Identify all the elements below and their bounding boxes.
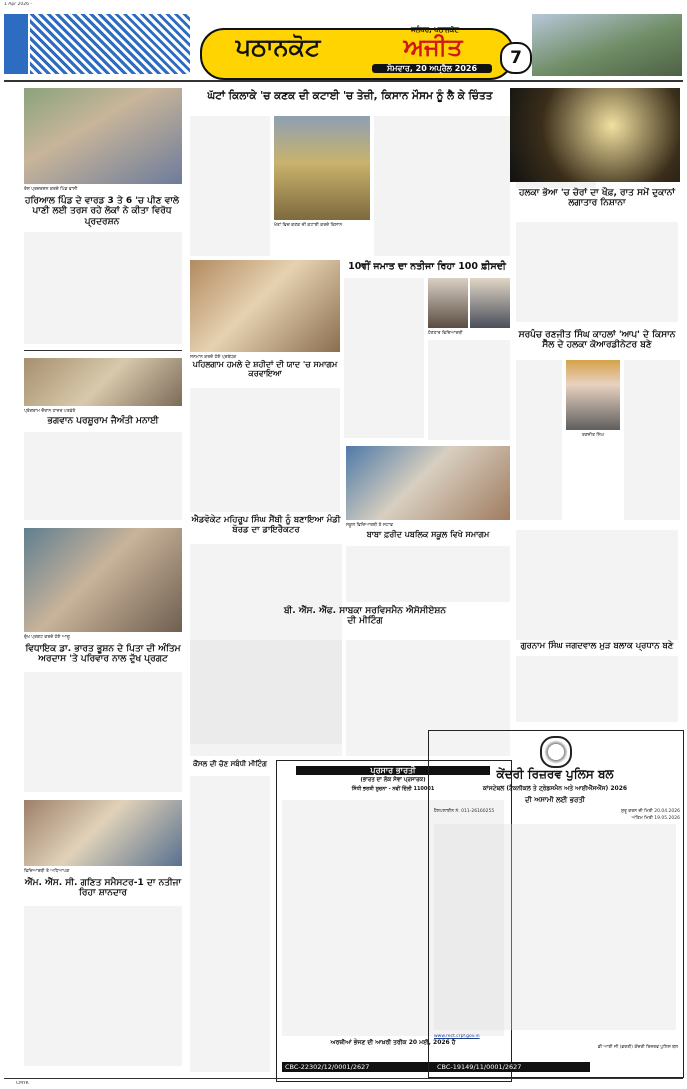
school-photo — [346, 446, 510, 520]
night-theft-photo — [510, 88, 680, 182]
story-jayanti-body — [24, 432, 182, 520]
notice-subtitle: (ਭਾਰਤ ਦਾ ਲੋਕ ਸੇਵਾ ਪ੍ਰਸਾਰਕ) — [360, 777, 426, 783]
story-water-headline: ਹਰਿਆਲ ਪਿੰਡ ਦੇ ਵਾਰਡ 3 ਤੇ 6 'ਚ ਪੀਣ ਵਾਲੇ ਪਾਣੀ ਲਈ ਤਰਸ ਰਹੇ ਲੋਕਾਂ ਨੇ ਕੀਤਾ ਵਿਰੋਧ ਪ੍ਰਦਰਸ਼ਨ — [24, 196, 179, 227]
story-msc-body — [24, 906, 182, 1066]
story-bsf-headline: ਬੀ. ਐੱਸ. ਐੱਫ. ਸਾਬਕਾ ਸਰਵਿਸਮੈਨ ਐਸੋਸੀਏਸ਼ਨ ਦੀ ਮੀਟਿੰਗ — [283, 606, 447, 627]
crpf-title: ਕੇਂਦਰੀ ਰਿਜ਼ਰਵ ਪੁਲਿਸ ਬਲ — [496, 767, 614, 781]
lead-body-1 — [190, 116, 270, 256]
story-condolence-body — [24, 672, 182, 792]
protest-caption: ਰੋਸ ਪ੍ਰਦਰਸ਼ਨ ਕਰਦੇ ਪਿੰਡ ਵਾਸੀ — [24, 187, 78, 192]
story-result-body-2 — [428, 340, 510, 440]
protest-photo — [24, 88, 182, 184]
msc-caption: ਵਿਦਿਆਰਥੀ ਤੇ ਅਧਿਆਪਕ — [24, 869, 70, 874]
crpf-subtitle-2: ਦੀ ਅਸਾਮੀ ਲਈ ਭਰਤੀ — [525, 796, 585, 804]
notice-footer: ਅਰਜ਼ੀਆਂ ਭੇਜਣ ਦੀ ਆਖ਼ਰੀ ਤਰੀਕ 20 ਮਈ, 2026 ਹੈ — [330, 1039, 456, 1046]
crpf-helpline: ਹੈਲਪਲਾਈਨ ਨੰ. 011-26160255 — [434, 809, 495, 814]
footer-cmyk: CMYK — [16, 1081, 29, 1086]
msc-photo — [24, 800, 182, 866]
notice-title: ਪ੍ਰਸਾਰ ਭਾਰਤੀ — [296, 766, 490, 775]
jayanti-caption: ਪ੍ਰੋਗਰਾਮ ਦੌਰਾਨ ਹਾਜ਼ਰ ਪਤਵੰਤੇ — [24, 409, 76, 414]
story-gurnam-headline: ਗੁਰਨਾਮ ਸਿੰਘ ਜਗਦਵਾਲ ਮੁੜ ਬਲਾਕ ਪ੍ਰਧਾਨ ਬਣੇ — [520, 641, 674, 651]
ranjit-singh-caption: ਰਣਜੀਤ ਸਿੰਘ — [581, 433, 605, 438]
lead-headline: ਘੱਟਾਂ ਕਿਲਾਕੇ 'ਚ ਕਣਕ ਦੀ ਕਟਾਈ 'ਚ ਤੇਜ਼ੀ, ਕਿਸਾਨ ਮੌਸਮ ਨੂੰ ਲੈ ਕੇ ਚਿੰਤਤ — [207, 90, 493, 102]
footer-rule — [4, 1078, 683, 1079]
story-school-body — [346, 546, 510, 602]
crpf-code: CBC-19149/11/0001/2627 — [434, 1062, 590, 1072]
masthead-paper: ਅਜੀਤ — [403, 33, 463, 61]
notice-office: ਸਿੱਧੀ ਭਰਤੀ ਸੂਚਨਾ - ਨਵੀਂ ਦਿੱਲੀ 110001 — [351, 786, 435, 792]
condolence-caption: ਦੁੱਖ ਪ੍ਰਗਟ ਕਰਦੇ ਹੋਏ ਆਗੂ — [24, 635, 70, 640]
crpf-opening-date: ਸ਼ੁਰੂ ਕਰਨ ਦੀ ਮਿਤੀ 20.04.2026 — [621, 809, 680, 814]
crpf-website-link[interactable]: www.rect.crpf.gov.in — [434, 1034, 480, 1039]
ranjit-singh-photo — [566, 360, 620, 430]
story-sarpanch-body-2 — [624, 360, 680, 520]
story-result-headline: 10ਵੀਂ ਜਮਾਤ ਦਾ ਨਤੀਜਾ ਰਿਹਾ 100 ਫ਼ੀਸਦੀ — [348, 261, 506, 272]
result-caption: ਹੋਣਹਾਰ ਵਿਦਿਆਰਥੀ — [428, 331, 463, 336]
student-photo-2 — [470, 278, 510, 328]
right-story-body-mid — [516, 530, 678, 640]
student-photo-1 — [428, 278, 468, 328]
story-water-body — [24, 232, 182, 344]
story-sarpanch-headline: ਸਰਪੰਚ ਰਣਜੀਤ ਸਿੰਘ ਕਾਹਲਾਂ 'ਆਪ' ਦੇ ਕਿਸਾਨ ਸੈੱਲ ਦੇ ਹਲਕਾ ਕੋਆਰਡੀਨੇਟਰ ਬਣੇ — [518, 330, 676, 351]
crpf-body — [434, 824, 676, 1030]
story-gurnam-body — [516, 656, 678, 722]
crpf-subtitle: ਕਾਂਸਟੇਬਲ (ਟੈਕਨੀਕਲ ਤੇ ਟ੍ਰੇਡਸਮੈਨ ਅਤੇ ਆਈਐੱਸਐੱਸ) 2026 — [482, 785, 628, 792]
story-advocate-headline: ਐਡਵੋਕੇਟ ਮਹਿਰੂਪ ਸਿੰਘ ਸੈਂਬੀ ਨੂੰ ਬਣਾਇਆ ਮੰਡੀ ਬੋਰਡ ਦਾ ਡਾਇਰੈਕਟਰ — [191, 515, 341, 535]
lead-body-2 — [374, 116, 510, 256]
lead-caption: ਖੇਤਾਂ ਵਿਚ ਕਣਕ ਦੀ ਕਟਾਈ ਕਰਦੇ ਕਿਸਾਨ — [274, 223, 343, 228]
story-council-body — [190, 776, 270, 1072]
masthead-subtitle: ਜਲੰਧਰ, ਪਠਾਨਕੋਟ — [411, 26, 459, 34]
crpf-emblem-icon — [540, 736, 572, 768]
memorial-caption: ਸਨਮਾਨ ਕਰਦੇ ਹੋਏ ਪ੍ਰਬੰਧਕ — [190, 355, 237, 360]
story-school-headline: ਬਾਬਾ ਫ਼ਰੀਦ ਪਬਲਿਕ ਸਕੂਲ ਵਿਖੇ ਸਮਾਗਮ — [366, 530, 490, 539]
story-msc-headline: ਐੱਮ. ਐੱਸ. ਸੀ. ਗਣਿਤ ਸਮੈਸਟਰ-1 ਦਾ ਨਤੀਜਾ ਰਿਹਾ ਸ਼ਾਨਦਾਰ — [24, 878, 182, 899]
story-result-body-1 — [344, 278, 424, 438]
crpf-signature: ਡੀ ਆਈ ਜੀ (ਭਰਤੀ) ਕੇਂਦਰੀ ਰਿਜ਼ਰਵ ਪੁਲਿਸ ਬਲ — [597, 1045, 678, 1050]
condolence-photo — [24, 528, 182, 632]
page-number: 7 — [500, 42, 532, 74]
story-condolence-headline: ਵਿਧਾਇਕ ਡਾ. ਭਾਰਤ ਭੂਸ਼ਨ ਦੇ ਪਿਤਾ ਦੀ ਅੰਤਿਮ ਅਰਦਾਸ 'ਤੇ ਪਰਿਵਾਰ ਨਾਲ ਦੁੱਖ ਪ੍ਰਗਟ — [25, 644, 181, 665]
school-caption: ਸਕੂਲ ਵਿਦਿਆਰਥੀ ਤੇ ਸਟਾਫ਼ — [346, 523, 393, 528]
harvest-photo — [274, 116, 370, 220]
story-jayanti-headline: ਭਗਵਾਨ ਪਰਸ਼ੂਰਾਮ ਜੈਅੰਤੀ ਮਨਾਈ — [47, 416, 159, 426]
story-memorial-body — [190, 388, 340, 512]
masthead-date: ਸੋਮਵਾਰ, 20 ਅਪ੍ਰੈਲ 2026 — [372, 64, 492, 73]
memorial-photo — [190, 260, 340, 352]
story-sarpanch-body-1 — [516, 360, 562, 520]
masthead-landscape-image — [532, 14, 682, 76]
crpf-closing-date: ਅੰਤਿਮ ਮਿਤੀ 19.05.2026 — [631, 816, 680, 821]
story-memorial-headline: ਪਹਿਲਗਾਮ ਹਮਲੇ ਦੇ ਸ਼ਹੀਦਾਂ ਦੀ ਯਾਦ 'ਚ ਸਮਾਗਮ ਕਰਵਾਇਆ — [192, 360, 338, 379]
masthead-rule — [4, 80, 683, 82]
story-theft-headline: ਹਲਕਾ ਭੋਆ 'ਚ ਚੋਰਾਂ ਦਾ ਖੌਫ਼, ਰਾਤ ਸਮੇਂ ਦੁਕਾਨਾਂ ਲਗਾਤਾਰ ਨਿਸ਼ਾਨਾ — [519, 188, 675, 209]
masthead-city: ਪਠਾਨਕੋਟ — [235, 33, 321, 61]
jayanti-photo — [24, 358, 182, 406]
story-bsf-body-1 — [190, 640, 342, 756]
print-slug: 1 Apr 2026 - — [4, 2, 33, 7]
masthead-pattern-left — [30, 14, 190, 74]
story-council-headline: ਕੌਂਸਲ ਦੀ ਚੋਣ ਸਬੰਧੀ ਮੀਟਿੰਗ — [193, 760, 267, 768]
story-theft-body — [516, 222, 678, 322]
notice-code: CBC-22302/12/0001/2627 — [282, 1062, 448, 1072]
divider — [24, 350, 182, 351]
masthead-band-left — [4, 14, 28, 74]
